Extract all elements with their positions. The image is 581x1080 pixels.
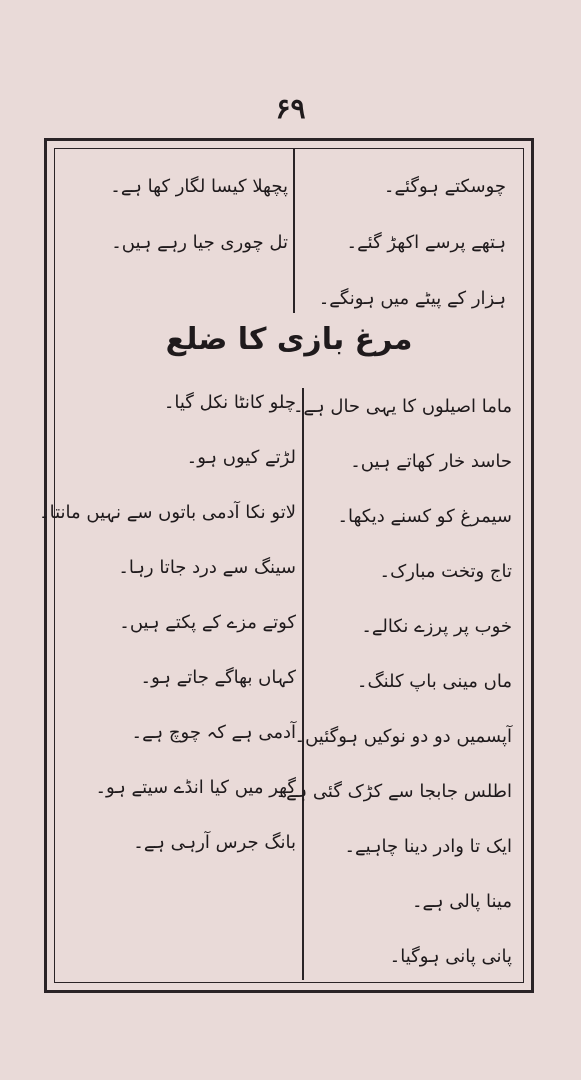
column-divider-bottom: [302, 388, 304, 980]
list-item: لاتو نکا آدمی باتوں سے نہیں مانتا۔: [39, 502, 296, 523]
list-item: چلو کانٹا نکل گیا۔: [163, 392, 296, 413]
list-item: ہتھے پرسے اکھڑ گئے۔: [346, 232, 506, 253]
list-item: خوب پر پرزے نکالے۔: [361, 616, 512, 637]
list-item: ایک تا وادر دینا چاہیے۔: [344, 836, 512, 857]
list-item: کہاں بھاگے جاتے ہو۔: [140, 667, 296, 688]
list-item: تاج وتخت مبارک۔: [379, 561, 512, 582]
section-heading: مرغ بازی کا ضلع: [165, 322, 413, 357]
list-item: حاسد خار کھاتے ہیں۔: [350, 451, 512, 472]
list-item: اطلس جابجا سے کڑک گئی ہے۔: [275, 781, 512, 802]
list-item: ہزار کے پیٹے میں ہونگے۔: [318, 288, 506, 309]
list-item: پانی پانی ہوگیا۔: [389, 946, 512, 967]
top-left-column: [66, 172, 288, 284]
list-item: آدمی ہے کہ چوچ ہے۔: [131, 722, 296, 743]
list-item: آپسمیں دو دو نوکیں ہوگئیں۔: [294, 726, 512, 747]
list-item: چوسکتے ہوگئے۔: [383, 176, 506, 197]
list-item: تل چوری جیا رہے ہیں۔: [111, 232, 288, 253]
list-item: ماما اصیلوں کا یہی حال ہے۔: [293, 396, 512, 417]
page-number: ۶۹: [275, 92, 306, 125]
list-item: پچھلا کیسا لگار کھا ہے۔: [110, 176, 288, 197]
top-right-column: [300, 172, 506, 340]
list-item: مینا پالی ہے۔: [411, 891, 512, 912]
list-item: سیمرغ کو کسنے دیکھا۔: [337, 506, 512, 527]
column-divider-top: [293, 148, 295, 313]
list-item: کوتے مزے کے پکتے ہیں۔: [119, 612, 296, 633]
list-item: گھر میں کیا انڈے سیتے ہو۔: [95, 777, 296, 798]
bottom-left-column: [39, 388, 296, 883]
list-item: لڑتے کیوں ہو۔: [186, 447, 296, 468]
bottom-right-column: [275, 392, 512, 997]
list-item: ماں مینی باپ کلنگ۔: [356, 671, 512, 692]
list-item: بانگ جرس آرہی ہے۔: [133, 832, 296, 853]
list-item: سینگ سے درد جاتا رہا۔: [118, 557, 296, 578]
